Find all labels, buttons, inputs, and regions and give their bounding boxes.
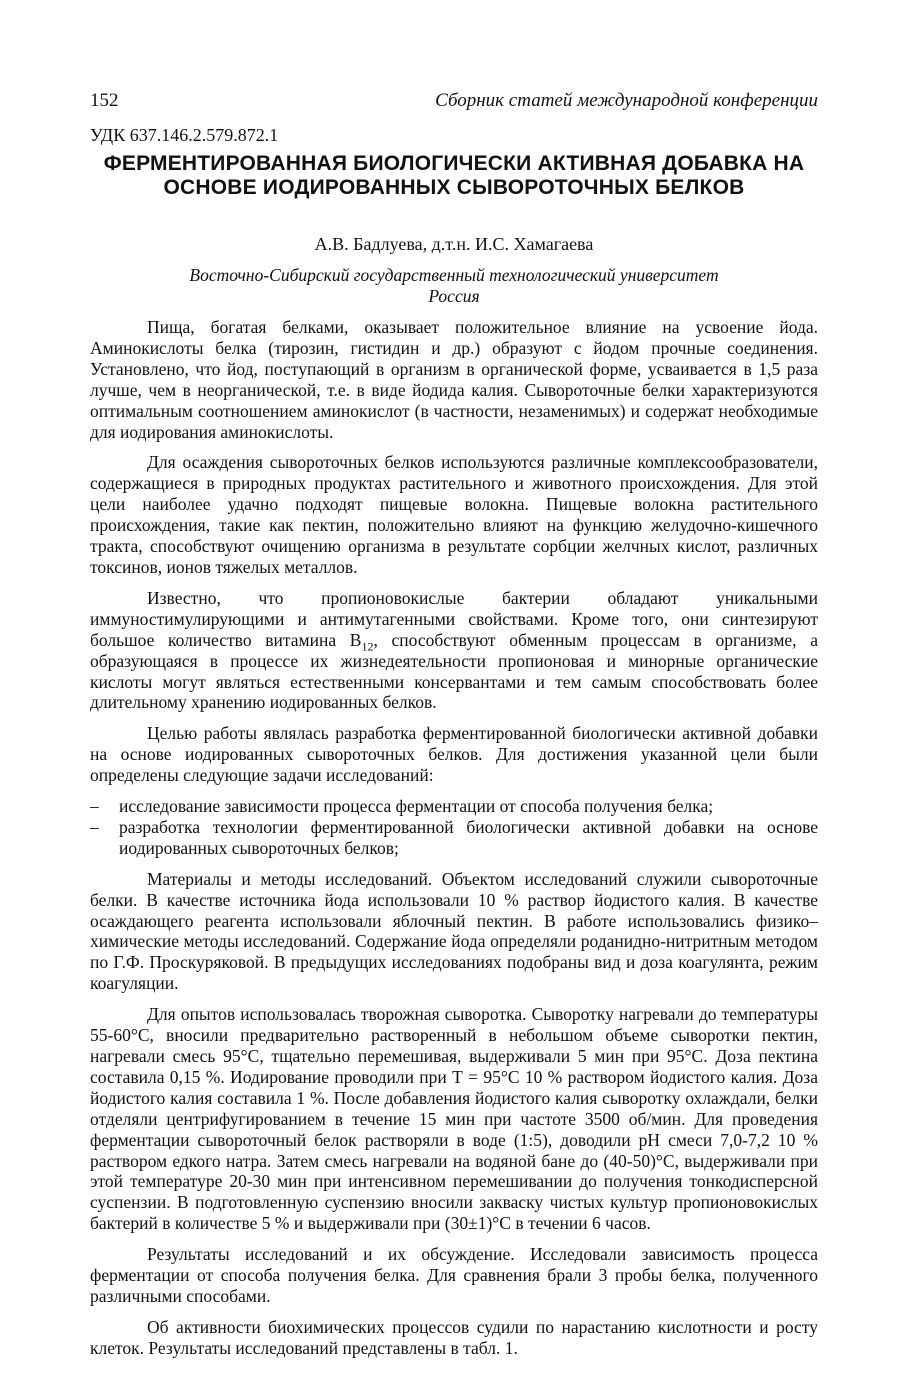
paragraph-3: [90, 588, 818, 713]
paragraph-5: Материалы и методы исследований. Объектом исследований служили сывороточные белки. В качестве источника йода использовали 10 % раствор йодистого калия. В качестве осаждающего реагента использовали яблочный пектин. В работе использовались физико–химические методы исследований. Содержание йода определяли роданидно-нитритным методом по Г.Ф. Проскуряковой. В предыдущих исследованиях подобраны вид и доза коагулянта, режим коагуляции.: [90, 868, 818, 994]
page-header: [90, 90, 818, 114]
paragraph-3-text-b: , способствуют обменным процессам в организме, а образующаяся в процессе их жизнедеятельности пропионовая и минорные органические кислоты могут являться естественными консервантами и тем самым способствовать более длительному хранению иодированных белков.: [90, 629, 819, 713]
vitamin-subscript: 12: [361, 639, 374, 654]
affiliation-country: Россия: [428, 286, 480, 306]
task-list: [90, 796, 818, 859]
paragraph-3-text-a: Известно, что пропионовокислые бактерии обладают уникальными иммуностимулирующими и антимутагенными свойствами. Кроме того, они синтезируют большое количество витамина В: [90, 587, 818, 650]
page-number: 152: [90, 90, 119, 111]
article-body: [90, 317, 818, 1369]
paragraph-4: Целью работы являлась разработка ферментированной биологически активной добавки на основе иодированных сывороточных белков. Для достижения указанной цели были определены следующие задачи исследований:: [90, 723, 818, 786]
running-head: Сборник статей международной конференции: [435, 90, 818, 111]
udk-code: УДК 637.146.2.579.872.1: [90, 125, 279, 145]
paragraph-1: Пища, богатая белками, оказывает положительное влияние на усвоение йода. Аминокислоты белка (тирозин, гистидин и др.) образуют с йодом прочные соединения. Установлено, что йод, поступающий в организм в органической форме, усваивается в 1,5 раза лучше, чем в неорганической, т.е. в виде йодида калия. Сывороточные белки характеризуются оптимальным соотношением аминокислот (в частности, незаменимых) и содержат необходимые для иодирования аминокислоты.: [90, 317, 818, 442]
list-item: – разработка технологии ферментированной биологически активной добавки на основе иодированных сывороточных белков;: [90, 817, 818, 859]
list-item: – исследование зависимости процесса ферментации от способа получения белка;: [90, 796, 818, 817]
affiliation: [90, 265, 818, 307]
paragraph-8: Об активности биохимических процессов судили по нарастанию кислотности и росту клеток. Результаты исследований представлены в табл. 1.: [90, 1316, 818, 1358]
article-title: ФЕРМЕНТИРОВАННАЯ БИОЛОГИЧЕСКИ АКТИВНАЯ ДОБАВКА НА ОСНОВЕ ИОДИРОВАННЫХ СЫВОРОТОЧНЫХ БЕЛКОВ: [103, 152, 805, 199]
paragraph-2: Для осаждения сывороточных белков используются различные комплексообразователи, содержащиеся в природных продуктах растительного и животного происхождения. Для этой цели наиболее удачно подходят пищевые волокна. Пищевые волокна растительного происхождения, такие как пектин, положительно влияют на функцию желудочно-кишечного тракта, способствуют очищению организма в результате сорбции желчных кислот, различных токсинов, ионов тяжелых металлов.: [90, 452, 818, 577]
paragraph-6: Для опытов использовалась творожная сыворотка. Сыворотку нагревали до температуры 55-60°С, вносили предварительно растворенный в небольшом объеме сыворотки пектин, нагревали смесь 95°С, тщательно перемешивая, выдерживали 5 мин при 95°С. Доза пектина составила 0,15 %. Иодирование проводили при Т = 95°С 10 % раствором йодистого калия. Доза йодистого калия составила 1 %. После добавления йодистого калия сыворотку охлаждали, белки отделяли центрифугированием в течение 15 мин при частоте 3500 об/мин. Для проведения ферментации сывороточный белок растворяли в воде (1:5), доводили рН смеси 7,0-7,2 10 % раствором едкого натра. Затем смесь нагревали на водяной бане до (40-50)°С, выдерживали при этой температуре 20-30 мин при интенсивном перемешивании до получения тонкодисперсной суспензии. В подготовленную суспензию вносили закваску чистых культур пропионовокислых бактерий в количестве 5 % и выдерживали при (30±1)°С в течении 6 часов.: [90, 1004, 818, 1234]
affiliation-university: Восточно-Сибирский государственный технологический университет: [189, 265, 719, 285]
authors: А.В. Бадлуева, д.т.н. И.С. Хамагаева: [314, 234, 594, 254]
paragraph-7: Результаты исследований и их обсуждение. Исследовали зависимость процесса ферментации от способа получения белка. Для сравнения брали 3 пробы белка, полученного различными способами.: [90, 1244, 818, 1306]
